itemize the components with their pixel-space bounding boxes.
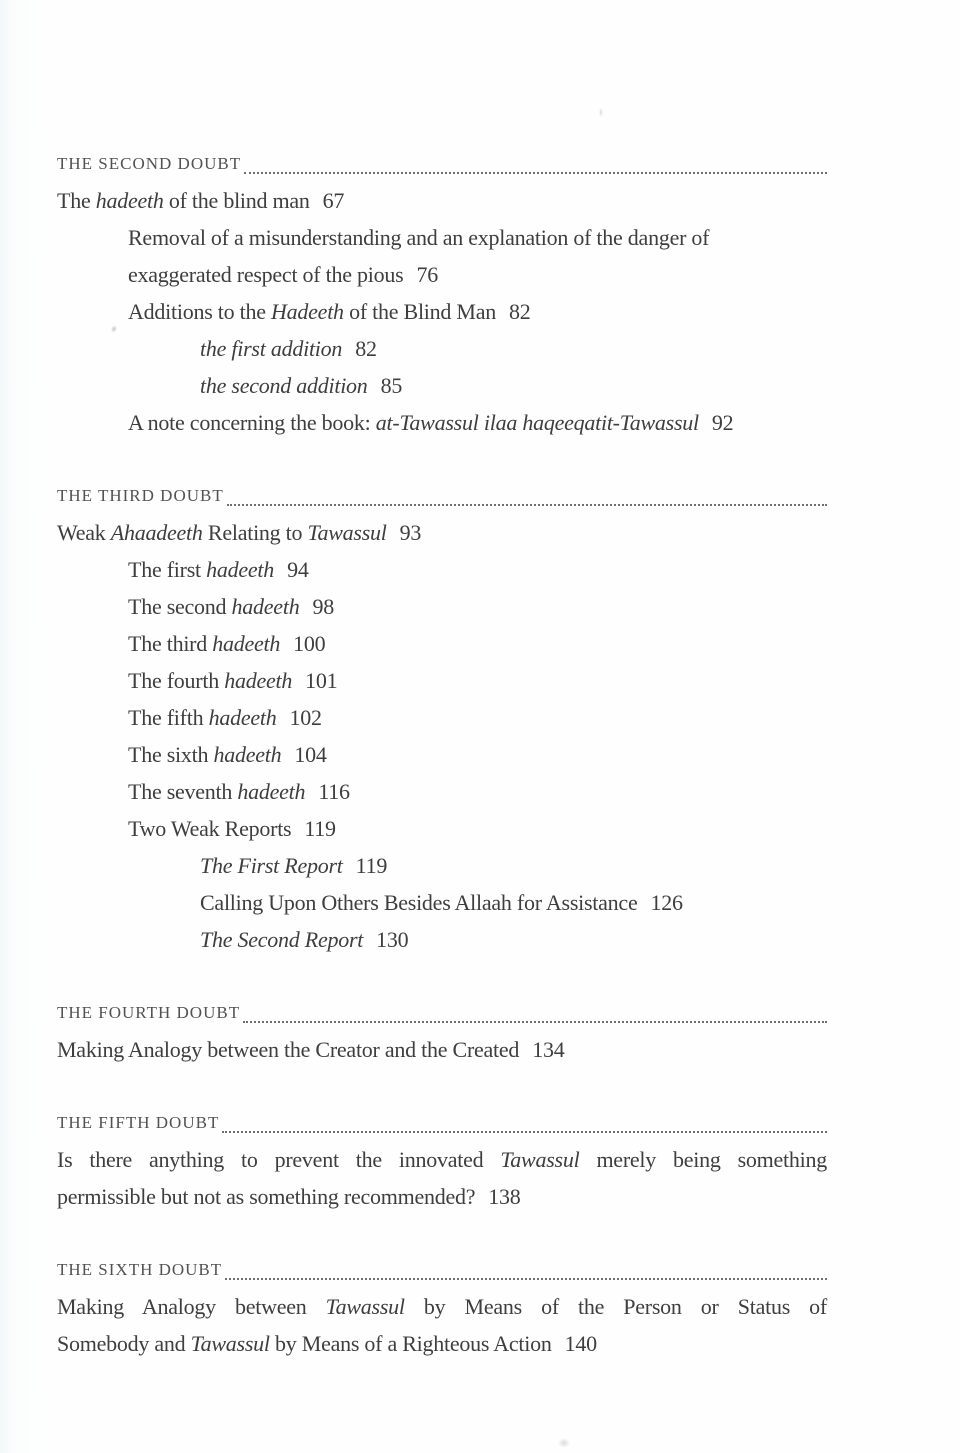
page-number: 134 xyxy=(532,1037,565,1062)
page-number: 130 xyxy=(376,927,409,952)
toc-section xyxy=(57,145,827,441)
toc-entry-line xyxy=(57,404,827,441)
entry-text: Calling Upon Others Besides Allaah for Assistance xyxy=(200,890,638,915)
entry-text: Tawassul xyxy=(500,1147,580,1172)
entry-text: hadeeth xyxy=(95,188,164,213)
page-number: 140 xyxy=(564,1331,597,1356)
entry-text: Somebody and xyxy=(57,1331,191,1356)
entry-text: Relating to xyxy=(202,520,308,545)
page-number: 82 xyxy=(355,336,377,361)
toc-section xyxy=(57,1251,827,1362)
toc-entry-line xyxy=(57,551,827,588)
entry-text: A note concerning the book: xyxy=(128,410,376,435)
entry-text: Tawassul xyxy=(190,1331,270,1356)
entry-text: permissible but not as something recommended? xyxy=(57,1184,476,1209)
toc-doubt-heading xyxy=(57,994,827,1031)
entry-text: The xyxy=(57,188,96,213)
toc-entry-line xyxy=(57,219,827,256)
entry-text: The second xyxy=(128,594,232,619)
entry-text: The seventh xyxy=(128,779,238,804)
toc-section xyxy=(57,994,827,1068)
scan-artifact xyxy=(558,1438,570,1448)
page-number: 93 xyxy=(399,520,422,545)
entry-text: The fourth xyxy=(128,668,225,693)
entry-text: of the blind man xyxy=(163,188,310,213)
entry-text: hadeeth xyxy=(224,668,293,693)
toc-doubt-heading xyxy=(57,1104,827,1141)
page-number: 67 xyxy=(322,188,345,213)
toc-entry-line xyxy=(57,773,827,810)
entry-text: merely being something xyxy=(579,1147,827,1172)
toc-section xyxy=(57,477,827,958)
entry-text: The third xyxy=(128,631,213,656)
dotted-leader xyxy=(227,504,827,506)
entry-text: hadeeth xyxy=(208,705,277,730)
page-number: 104 xyxy=(294,742,327,767)
entry-text: Additions to the xyxy=(128,299,272,324)
entry-text: The Second Report xyxy=(200,927,364,952)
doubt-heading-label: THE SIXTH DOUBT xyxy=(57,1260,223,1279)
toc-section xyxy=(57,1104,827,1215)
toc-entry-line xyxy=(57,625,827,662)
page-number: 76 xyxy=(416,262,438,287)
page-number: 116 xyxy=(318,779,350,804)
scan-artifact xyxy=(599,108,603,117)
toc-entry-line xyxy=(57,256,827,293)
entry-text: at-Tawassul ilaa haqeeqatit-Tawassul xyxy=(375,410,699,435)
toc-entry-line xyxy=(57,588,827,625)
entry-text: exaggerated respect of the pious xyxy=(128,262,404,287)
page-number: 102 xyxy=(289,705,322,730)
entry-text: hadeeth xyxy=(213,742,282,767)
entry-text: The first xyxy=(128,557,207,582)
toc-entry-line xyxy=(57,367,827,404)
entry-text: The sixth xyxy=(128,742,214,767)
toc-doubt-heading xyxy=(57,145,827,182)
toc-entry-line xyxy=(57,1141,827,1178)
entry-text: of the Blind Man xyxy=(343,299,496,324)
doubt-heading-label: THE SECOND DOUBT xyxy=(57,154,242,173)
page-number: 94 xyxy=(287,557,309,582)
entry-text: Tawassul xyxy=(307,520,387,545)
toc-entry-line xyxy=(57,293,827,330)
entry-text: Is there anything to prevent the innovated xyxy=(57,1147,501,1172)
toc-entry-line xyxy=(57,736,827,773)
entry-text: hadeeth xyxy=(206,557,275,582)
page-number: 82 xyxy=(509,299,531,324)
entry-text: by Means of the Person or Status of xyxy=(404,1294,827,1319)
toc-entry-line xyxy=(57,1178,827,1215)
doubt-heading-label: THE THIRD DOUBT xyxy=(57,486,224,505)
page-number: 138 xyxy=(488,1184,521,1209)
page-number: 119 xyxy=(355,853,388,878)
page-number: 100 xyxy=(293,631,326,656)
toc-entry-line xyxy=(57,330,827,367)
toc-entry-line xyxy=(57,1288,827,1325)
toc-entry-line xyxy=(57,514,827,551)
page-number: 119 xyxy=(304,816,336,841)
toc-entry-line xyxy=(57,921,827,958)
dotted-leader xyxy=(243,1021,827,1023)
entry-text: the second addition xyxy=(200,373,368,398)
toc-entry-line xyxy=(57,1325,827,1362)
entry-text: hadeeth xyxy=(237,779,306,804)
toc-entry-line xyxy=(57,847,827,884)
toc-entry-line xyxy=(57,884,827,921)
entry-text: Making Analogy between xyxy=(57,1294,326,1319)
entry-text: hadeeth xyxy=(231,594,300,619)
entry-text: Removal of a misunderstanding and an explanation of the danger of xyxy=(128,225,710,250)
toc-entry-line xyxy=(57,182,827,219)
toc-entry-line xyxy=(57,699,827,736)
entry-text: Tawassul xyxy=(325,1294,405,1319)
entry-text: The fifth xyxy=(128,705,209,730)
toc-doubt-heading xyxy=(57,477,827,514)
doubt-heading-label: THE FIFTH DOUBT xyxy=(57,1113,220,1132)
page-number: 85 xyxy=(380,373,403,398)
entry-text: by Means of a Righteous Action xyxy=(269,1331,552,1356)
toc-entry-line xyxy=(57,810,827,847)
page-number: 92 xyxy=(711,410,734,435)
entry-text: Weak xyxy=(57,520,111,545)
toc-doubt-heading xyxy=(57,1251,827,1288)
toc-entry-line xyxy=(57,662,827,699)
page-number: 101 xyxy=(305,668,338,693)
entry-text: Two Weak Reports xyxy=(128,816,292,841)
entry-text: Making Analogy between the Creator and the Created xyxy=(57,1037,520,1062)
entry-text: Ahaadeeth xyxy=(110,520,203,545)
doubt-heading-label: THE FOURTH DOUBT xyxy=(57,1003,241,1022)
table-of-contents xyxy=(57,145,827,1362)
dotted-leader xyxy=(222,1131,827,1133)
dotted-leader xyxy=(225,1278,827,1280)
page-number: 98 xyxy=(312,594,334,619)
entry-text: the first addition xyxy=(200,336,343,361)
entry-text: Hadeeth xyxy=(271,299,344,324)
entry-text: hadeeth xyxy=(212,631,281,656)
dotted-leader xyxy=(244,172,827,174)
toc-entry-line xyxy=(57,1031,827,1068)
page-number: 126 xyxy=(650,890,683,915)
entry-text: The First Report xyxy=(200,853,343,878)
